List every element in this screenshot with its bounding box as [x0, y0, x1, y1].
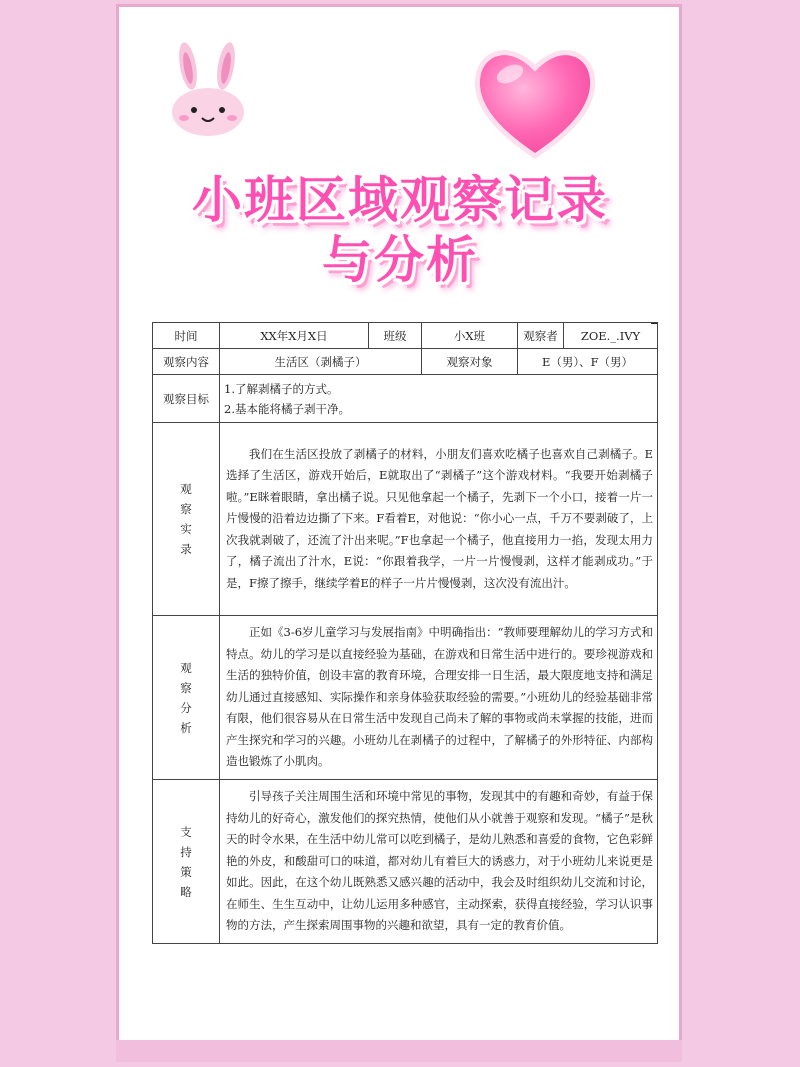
analysis-text: 正如《3-6岁儿童学习与发展指南》中明确指出：“教师要理解幼儿的学习方式和特点。幼儿的学习是以直接经验为基础，在游戏和日常生活中进行的。要珍视游戏和生活的独特价值，创设丰富的教育环境，合理安排一日生活，最大限度地支持和满足幼儿通过直接感知、实际操作和亲身体验获取经验的需要。”小班幼儿的经验基础非常有限，他们很容易从在日常生活中发现自己尚未了解的事物或尚未掌握的技能，进而产生探究和学习的兴趣。小班幼儿在剥橘子的过程中，了解橘子的外形特征、内部构造也锻炼了小肌肉。 — [220, 616, 658, 780]
page-title-line2: 与分析 — [322, 231, 478, 289]
strategy-text: 引导孩子关注周围生活和环境中常见的事物，发现其中的有趣和奇妙，有益于保持幼儿的好奇心，激发他们的探究热情，使他们从小就善于观察和发现。“橘子”是秋天的时令水果，在生活中幼儿常可以吃到橘子，是幼儿熟悉和喜爱的食物，它色彩鲜艳的外皮，和酸甜可口的味道，都对幼儿有着巨大的诱惑力，对于小班幼儿来说更是如此。因此，在这个幼儿既熟悉又感兴趣的活动中，我会及时组织幼儿交流和讨论，在师生、生生互动中，让幼儿运用多种感官，主动探索，获得直接经验，学习认识事物的方法，产生探索周围事物的兴趣和欲望，具有一定的教育价值。 — [220, 780, 658, 944]
class-value: 小X班 — [422, 323, 518, 349]
observation-table — [152, 322, 658, 944]
analysis-label: 观察分析 — [153, 616, 220, 780]
heart-icon — [470, 38, 600, 163]
goal-item: 2.基本能将橘子剥干净。 — [224, 401, 350, 416]
observer-value: ZOE._.IVY — [564, 323, 658, 349]
strategy-label: 支持策略 — [153, 780, 220, 944]
time-label: 时间 — [153, 323, 220, 349]
goals-label: 观察目标 — [153, 375, 220, 423]
goals-list — [220, 375, 658, 423]
object-label: 观察对象 — [422, 349, 518, 375]
bottom-band — [116, 1040, 682, 1062]
bunny-icon — [166, 38, 250, 138]
goal-item: 1.了解剥橘子的方式。 — [224, 381, 339, 396]
class-label: 班级 — [369, 323, 422, 349]
record-label: 观察实录 — [153, 423, 220, 616]
content-value: 生活区（剥橘子） — [220, 349, 422, 375]
time-value: XX年X月X日 — [220, 323, 369, 349]
object-value: E（男）、F（男） — [518, 349, 658, 375]
observer-label: 观察者 — [518, 323, 564, 349]
content-label: 观察内容 — [153, 349, 220, 375]
page-title-line1: 小班区域观察记录 — [192, 171, 608, 229]
record-text: 我们在生活区投放了剥橘子的材料，小朋友们喜欢吃橘子也喜欢自己剥橘子。E选择了生活区，游戏开始后，E就取出了“剥橘子”这个游戏材料。“我要开始剥橘子啦。”E眯着眼睛，拿出橘子说。只见他拿起一个橘子，先剥下一个小口，接着一片一片慢慢的沿着边边撕了下来。F看着E，对他说：“你小心一点，千万不要剥破了，上次我就剥破了，还流了汁出来呢。”F也拿起一个橘子，他直接用力一掐，发现太用力了，橘子流出了汁水，E说：“你跟着我学，一片一片慢慢剥，这样才能剥成功。”于是，F擦了擦手，继续学着E的样子一片片慢慢剥，这次没有流出汁。 — [220, 423, 658, 616]
